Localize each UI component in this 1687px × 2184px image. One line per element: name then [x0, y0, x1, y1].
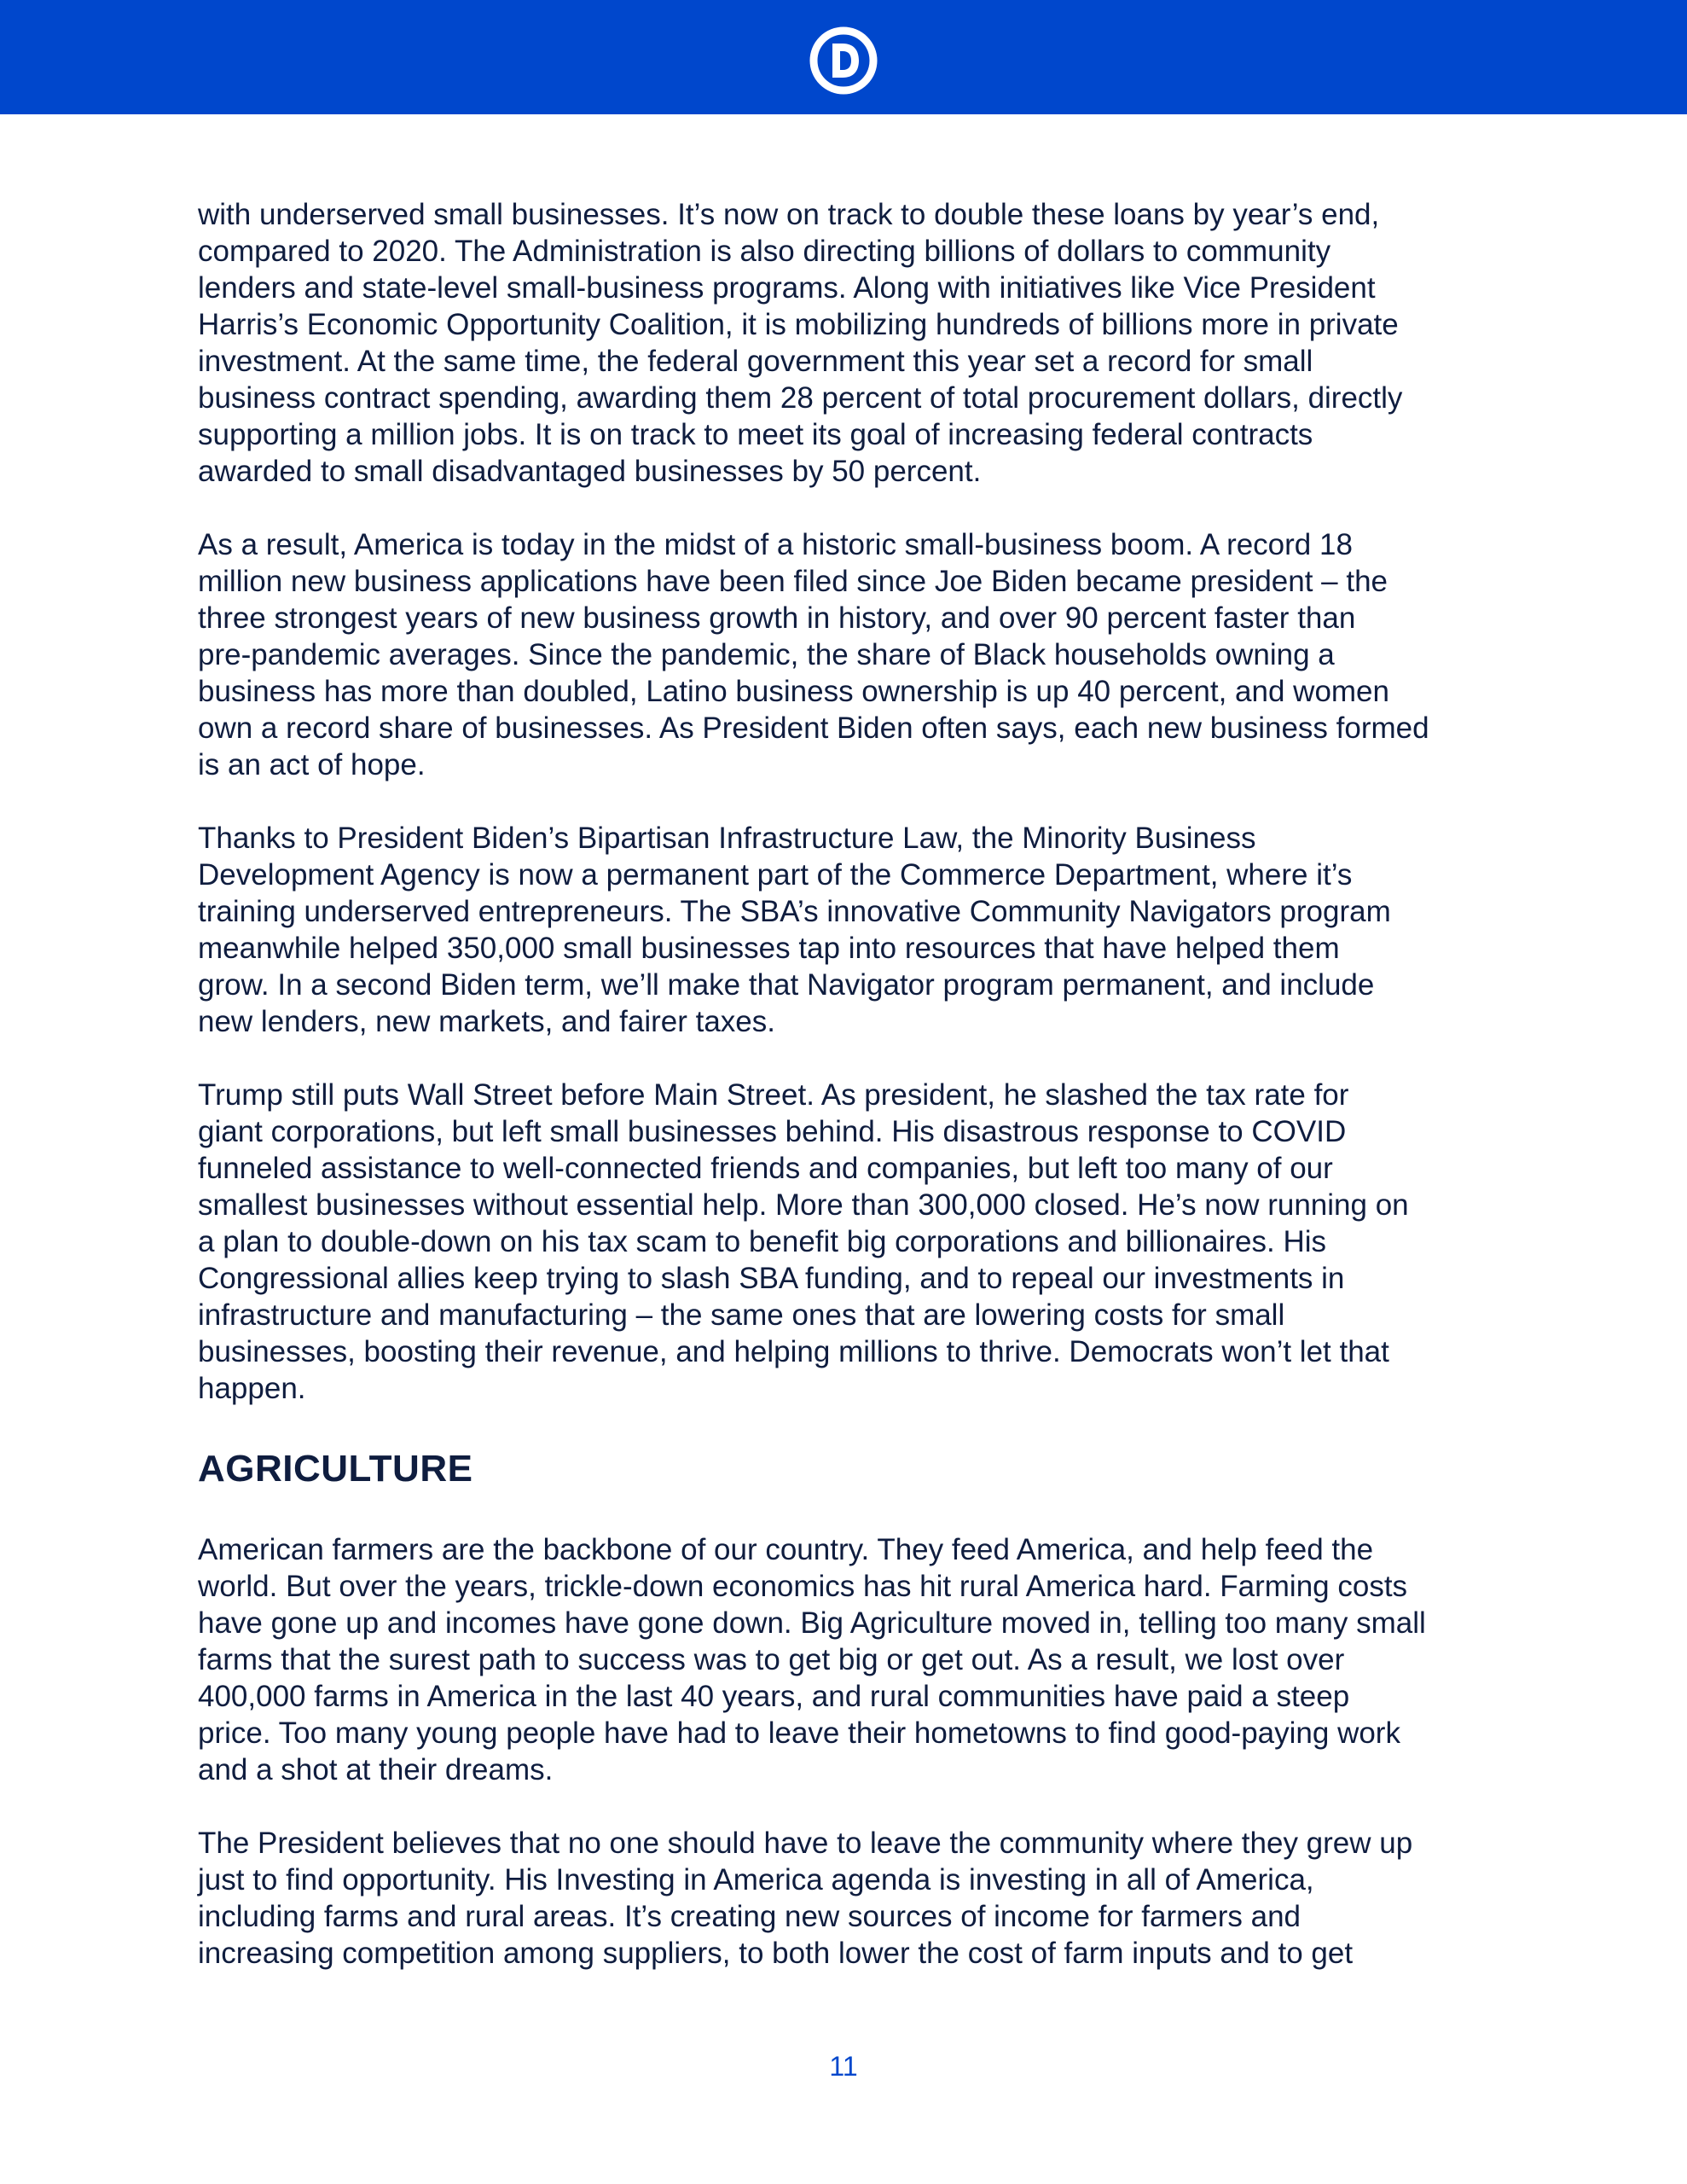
text-line: lenders and state-level small-business programs. Along with initiatives like Vice President — [198, 271, 1376, 305]
text-line: Thanks to President Biden’s Bipartisan Infrastructure Law, the Minority Business — [198, 822, 1256, 855]
text-line: happen. — [198, 1372, 306, 1405]
text-line: meanwhile helped 350,000 small businesses tap into resources that have helped them — [198, 932, 1340, 965]
text-line: farms that the surest path to success was to get big or get out. As a result, we lost over — [198, 1643, 1345, 1676]
text-line: a plan to double-down on his tax scam to benefit big corporations and billionaires. His — [198, 1225, 1326, 1258]
text-line: just to find opportunity. His Investing in America agenda is investing in all of America, — [198, 1863, 1314, 1896]
text-line: business has more than doubled, Latino business ownership is up 40 percent, and women — [198, 675, 1389, 708]
text-line: have gone up and incomes have gone down. Big Agriculture moved in, telling too many small — [198, 1606, 1426, 1640]
text-line: investment. At the same time, the federal government this year set a record for small — [198, 345, 1313, 378]
democratic-party-d-logo-icon — [809, 26, 878, 95]
section-heading: AGRICULTURE — [198, 1448, 473, 1490]
text-line: pre-pandemic averages. Since the pandemic, the share of Black households owning a — [198, 638, 1335, 671]
text-line: world. But over the years, trickle-down economics has hit rural America hard. Farming costs — [198, 1570, 1408, 1603]
text-line: increasing competition among suppliers, to both lower the cost of farm inputs and to get — [198, 1937, 1354, 1970]
text-line: smallest businesses without essential help. More than 300,000 closed. He’s now running on — [198, 1188, 1409, 1222]
text-line: The President believes that no one should have to leave the community where they grew up — [198, 1827, 1413, 1860]
text-line: giant corporations, but left small businesses behind. His disastrous response to COVID — [198, 1115, 1347, 1148]
document-body — [198, 196, 1494, 2008]
text-line: Harris’s Economic Opportunity Coalition, it is mobilizing hundreds of billions more in private — [198, 308, 1399, 341]
paragraph — [198, 1825, 1494, 1972]
paragraph — [198, 820, 1494, 1040]
text-line: supporting a million jobs. It is on track to meet its goal of increasing federal contracts — [198, 418, 1313, 451]
text-line: funneled assistance to well-connected friends and companies, but left too many of our — [198, 1152, 1333, 1185]
text-line: As a result, America is today in the midst of a historic small-business boom. A record 18 — [198, 528, 1353, 561]
text-line: own a record share of businesses. As President Biden often says, each new business formed — [198, 712, 1429, 745]
text-line: businesses, boosting their revenue, and helping millions to thrive. Democrats won’t let that — [198, 1335, 1389, 1368]
text-line: Trump still puts Wall Street before Main Street. As president, he slashed the tax rate for — [198, 1078, 1349, 1112]
text-line: awarded to small disadvantaged businesses by 50 percent. — [198, 455, 982, 488]
text-line: new lenders, new markets, and fairer taxes. — [198, 1005, 775, 1038]
text-line: is an act of hope. — [198, 748, 426, 781]
text-line: 400,000 farms in America in the last 40 years, and rural communities have paid a steep — [198, 1680, 1350, 1713]
text-line: price. Too many young people have had to leave their hometowns to find good-paying work — [198, 1716, 1400, 1750]
text-line: including farms and rural areas. It’s creating new sources of income for farmers and — [198, 1900, 1301, 1933]
text-line: infrastructure and manufacturing – the same ones that are lowering costs for small — [198, 1298, 1285, 1332]
text-line: Congressional allies keep trying to slash SBA funding, and to repeal our investments in — [198, 1262, 1345, 1295]
paragraph — [198, 1077, 1494, 1407]
text-line: with underserved small businesses. It’s now on track to double these loans by year’s end, — [198, 198, 1380, 231]
paragraph — [198, 526, 1494, 783]
text-line: American farmers are the backbone of our country. They feed America, and help feed the — [198, 1533, 1374, 1566]
text-line: Development Agency is now a permanent part of the Commerce Department, where it’s — [198, 858, 1353, 892]
paragraph — [198, 1531, 1494, 1788]
paragraph — [198, 196, 1494, 490]
paragraphs-before-heading — [198, 196, 1494, 1407]
text-line: and a shot at their dreams. — [198, 1753, 554, 1786]
header-bar — [0, 0, 1687, 114]
text-line: compared to 2020. The Administration is also directing billions of dollars to community — [198, 235, 1331, 268]
text-line: business contract spending, awarding them 28 percent of total procurement dollars, directly — [198, 381, 1403, 415]
paragraphs-after-heading — [198, 1531, 1494, 1972]
text-line: training underserved entrepreneurs. The SBA’s innovative Community Navigators program — [198, 895, 1391, 928]
text-line: grow. In a second Biden term, we’ll make that Navigator program permanent, and include — [198, 968, 1375, 1002]
page-number: 11 — [829, 2051, 858, 2082]
text-line: million new business applications have been filed since Joe Biden became president – the — [198, 565, 1388, 598]
text-line: three strongest years of new business growth in history, and over 90 percent faster than — [198, 601, 1356, 635]
